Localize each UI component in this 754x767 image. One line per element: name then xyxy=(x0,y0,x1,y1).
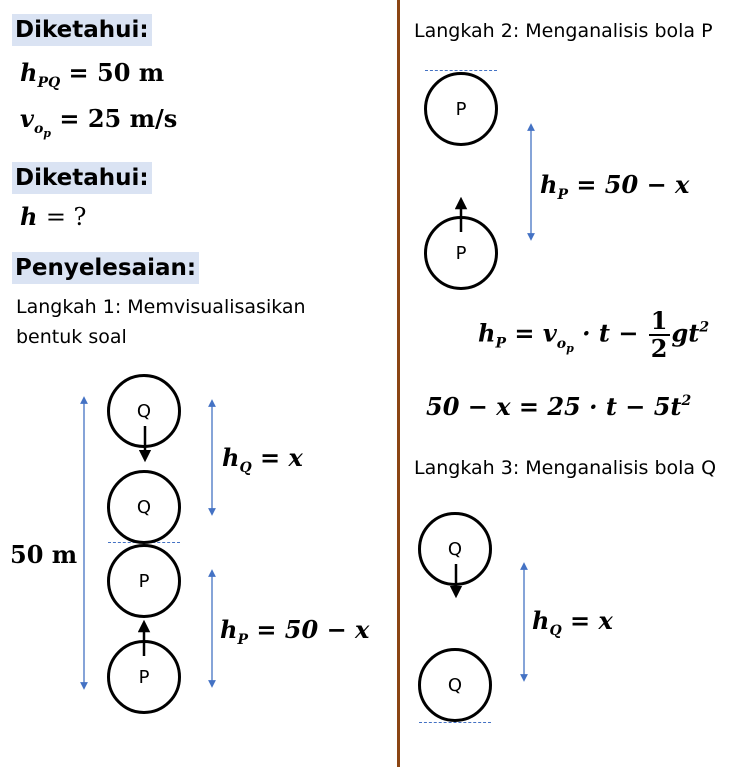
height-p-label-left: $h_P = 50 - x$ xyxy=(220,615,370,648)
ball-p-bottom-right: P xyxy=(424,216,498,290)
ball-q-meet: Q xyxy=(107,470,181,544)
height-q-label-right: $h_Q = x$ xyxy=(532,606,613,639)
step3-title: Langkah 3: Menganalisis bola Q xyxy=(414,457,717,479)
ball-p-meet: P xyxy=(107,544,181,618)
ball-q-top-right: Q xyxy=(418,512,492,586)
total-distance-label: 50 m xyxy=(10,540,78,569)
asked-height: h = ? xyxy=(20,202,87,231)
ball-q-bottom-right: Q xyxy=(418,648,492,722)
given-initial-velocity: $v_{o_p} = 25$ m/s xyxy=(20,104,178,140)
given-height-pq: $h_{PQ} = 50$ m xyxy=(20,58,165,91)
step2-title: Langkah 2: Menganalisis bola P xyxy=(414,20,713,42)
equation-ball-p: $h_P = v_{o_p} \cdot t$ − $\frac{1}{2}$ $gt^2$ xyxy=(478,306,710,363)
heading-solution: Penyelesaian: xyxy=(12,252,199,284)
fraction-half: $\frac{1}{2}$ xyxy=(650,306,668,363)
heading-asked: Diketahui: xyxy=(12,162,152,194)
equation-ball-p-substituted: $50 - x = 25 \cdot t - 5t^2$ xyxy=(426,392,692,421)
heading-known: Diketahui: xyxy=(12,14,152,46)
step1-title-line1: Langkah 1: Memvisualisasikan xyxy=(16,296,306,318)
ball-p-top-right: P xyxy=(424,72,498,146)
ball-q-start: Q xyxy=(107,374,181,448)
step1-title-line2: bentuk soal xyxy=(16,326,127,348)
height-q-label-left: $h_Q = x$ xyxy=(222,443,303,476)
height-p-label-right: $h_P = 50 - x$ xyxy=(540,170,690,203)
ball-p-start: P xyxy=(107,640,181,714)
